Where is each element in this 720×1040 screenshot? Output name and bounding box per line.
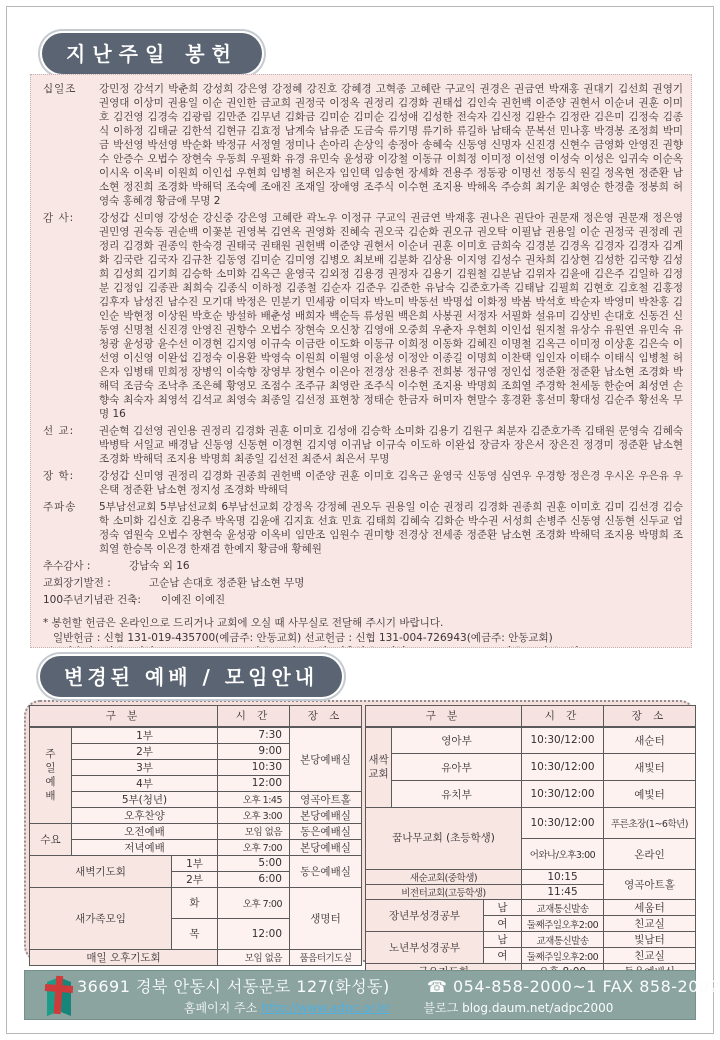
offering-names: 강민정 강석기 박춘희 강성희 강은영 강정혜 강진호 강혜경 고혁종 고혜란 구교익 권경은 권금연 박재홍 권대기 김선희 권영기 권영대 이상미 권용일 이순 권인한 금교희 권정국 이정옥 권정리 김경화 권태섭 김인숙 권헌백 이준양 권현서 이순녀 권훈 이미호 김건영 김경숙 김광림 김만준 김무년 김화금 김미순 김미순 김성애 김성한 전숙자 김신정 김완수 김정란 김은미 김정숙 김종식 이하정 김태균 김한석 김현규 김효정 남계숙 남유준 도금숙 류기명 류기하 류길하 남태숙 문복선 민나홍 박경봉 조정희 박미금 박선영 박선영 박순화 박정규 서정열 정미나 손아리 손상익 송정아 송혜숙 신동영 신명자 신진경 신현수 금영화 안영진 권향수 안증수 오법수 장현숙 우동희 우필화 유경 유민숙 윤성광 이강철 이동규 이희정 이미정 이선영 이성숙 이성은 임귀숙 이순옥 이시옥 이옥비 이원희 이인섭 우현희 임병철 허은자 임인택 임송현 장세화 전용주 정동광 이명선 정동식 원길 정옥현 정준환 남소현 정진희 조경화 박해덕 조숙예 조애진 조재일 장애영 조주식 이수현 조지용 박해옥 주승희 최기운 최영순 한경출 정봉희 허영숙 홍혜경 황금애 무명 2 — [99, 83, 683, 207]
table-cell: 3부 — [72, 759, 218, 775]
offering-total-centennial — [43, 593, 683, 607]
column-header-place: 장 소 — [604, 706, 696, 727]
table-cell: 12:00 — [218, 918, 290, 949]
offering-row-scholarship — [43, 469, 683, 497]
table-cell: 새빛터 — [604, 754, 696, 781]
table-cell: 둘째주일오후2:00 — [522, 916, 604, 932]
table-cell: 유치부 — [392, 781, 522, 808]
offering-label: 추수감사 : — [43, 560, 91, 572]
group-cell-sprout-church: 새싹교회 — [366, 727, 392, 808]
blog-text: 블로그 blog.daum.net/adpc2000 — [423, 1001, 614, 1015]
table-cell: 동은예배실 — [290, 823, 362, 839]
table-cell: 2부 — [172, 871, 218, 887]
offering-value: 고순남 손대호 정준환 남소현 무명 — [149, 577, 305, 589]
table-cell: 6:00 — [218, 871, 290, 887]
table-cell: 오후 7:00 — [218, 887, 290, 918]
table-cell: 영아부 — [392, 727, 522, 754]
table-cell: 오후찬양 — [72, 807, 218, 823]
table-cell: 품음터기도실 — [290, 949, 362, 965]
table-cell: 10:30/12:00 — [522, 781, 604, 808]
table-cell: 10:30 — [218, 759, 290, 775]
table-cell: 모임 없음 — [218, 949, 290, 965]
table-cell: 비전터교회(고등학생) — [366, 885, 522, 900]
table-cell: 1부 — [72, 727, 218, 744]
footer-web-line — [77, 999, 720, 1016]
group-cell-new-family: 새가족모임 — [30, 887, 172, 949]
table-cell: 둘째주일오후2:00 — [522, 948, 604, 964]
offering-label: 십일조 — [43, 83, 77, 95]
table-cell: 오후 3:00 — [218, 807, 290, 823]
offering-label: 장 학: — [43, 470, 75, 482]
table-cell: 12:00 — [218, 775, 290, 791]
schedule-box — [24, 700, 696, 962]
table-cell: 친교실 — [604, 916, 696, 932]
offering-section-header — [42, 33, 262, 74]
account-line — [53, 645, 683, 648]
worship-schedule-table-left — [29, 705, 362, 966]
offering-label: 선 교: — [43, 425, 75, 437]
worship-schedule-table-right — [365, 705, 696, 980]
table-cell: 본당예배실 — [290, 839, 362, 855]
table-cell: 화 — [172, 887, 218, 918]
table-cell: 목 — [172, 918, 218, 949]
footer-bar — [24, 970, 720, 1020]
table-cell: 5부(청년) — [72, 791, 218, 807]
group-cell-sunday-worship: 주일예배 — [30, 727, 72, 824]
table-cell: 본당예배실 — [290, 727, 362, 792]
table-cell: 5:00 — [218, 855, 290, 871]
table-cell: 남 — [484, 900, 522, 916]
homepage-link[interactable]: http://www.adpc.or.kr — [261, 1001, 390, 1015]
schedule-section-header — [40, 656, 342, 697]
offering-total-harvest — [43, 559, 683, 573]
offering-value: 이예진 이예진 — [161, 594, 226, 606]
table-cell: 11:45 — [522, 885, 604, 900]
table-cell: 새순터 — [604, 727, 696, 754]
table-cell: 10:30/12:00 — [522, 727, 604, 754]
notice-intro: * 봉헌할 헌금은 온라인으로 드리거나 교회에 오실 때 사무실로 전달해 주시기 바랍니다. — [43, 617, 444, 629]
offering-names: 5부남선교회 5부남선교회 6부남선교회 강정옥 강정혜 권오두 권용일 이순 권정리 김경화 권종희 권훈 이미호 김미 김선경 김승학 소미화 김신호 김용주 박옥명 김윤애 김지효 선효 민효 김태희 김혜숙 김화순 박수권 서성희 손병주 신동영 신동현 신두교 엄정숙 염원숙 오법수 장현숙 윤성광 이옥비 임만조 임원수 권미향 전경상 전세종 정준환 남소현 조경화 박해덕 조지용 박명희 조희열 한승목 이은경 한재겸 한예지 황금애 황혜원 — [99, 501, 683, 555]
table-cell: 교재통신발송 — [522, 932, 604, 948]
group-cell-dawn-prayer: 새벽기도회 — [30, 855, 172, 887]
table-cell: 푸른초장(1~6학년) — [604, 808, 696, 839]
table-cell: 생명터 — [290, 887, 362, 949]
table-cell: 10:30/12:00 — [522, 808, 604, 839]
offering-box — [30, 74, 692, 648]
offering-label: 감 사: — [43, 212, 75, 224]
table-cell: 오후 7:00 — [218, 839, 290, 855]
phone-icon: ☎ — [426, 977, 448, 996]
address-text: 36691 경북 안동시 서동문로 127(화성동) — [77, 977, 390, 996]
table-cell: 여 — [484, 948, 522, 964]
table-cell: 모임 없음 — [218, 823, 290, 839]
group-cell-wednesday: 수요 — [30, 823, 72, 855]
table-cell: 여 — [484, 916, 522, 932]
offering-label: 100주년기념관 건축: — [43, 594, 141, 606]
table-cell: 매일 오후기도회 — [30, 949, 218, 965]
table-cell: 10:15 — [522, 870, 604, 885]
table-cell: 세움터 — [604, 900, 696, 916]
online-offering-notice — [43, 616, 683, 648]
table-cell: 2부 — [72, 743, 218, 759]
column-header-place: 장 소 — [290, 706, 362, 727]
column-header-time: 시 간 — [522, 706, 604, 727]
offering-row-mission — [43, 424, 683, 466]
column-header-time: 시 간 — [218, 706, 290, 727]
table-cell: 예빛터 — [604, 781, 696, 808]
offering-row-dispatch — [43, 500, 683, 556]
table-cell: 10:30/12:00 — [522, 754, 604, 781]
table-cell: 9:00 — [218, 743, 290, 759]
offering-names: 권순혁 김선영 권인용 권정리 김경화 권훈 이미호 김성애 김승학 소미화 김용기 김원구 최분자 김준호가족 김태원 문영숙 김혜숙 박병탁 서일교 배경남 신동영 신동현 이경현 김지영 이귀남 이규숙 이도하 이완섭 장금자 장은서 장은진 정경미 정준환 남소현 조경화 박해덕 조지용 박명희 최종일 김선전 최준서 최은서 무명 — [99, 425, 683, 465]
offering-names: 강성갑 신미영 강성순 강신중 강은영 고혜란 곽노우 이정규 구교익 권금연 박재홍 권나은 권단아 권문재 정은영 권문재 정은영 권민영 권숙동 권순백 이꽃분 권영복 김연옥 권영화 진혜숙 권오국 김순화 권오규 권오탁 이필남 권용일 이순 권정국 권정례 권정리 김경화 권종익 한숙경 권태국 권태원 권헌백 이준양 권현서 이순녀 권훈 이미호 금희숙 김경분 김경옥 김경자 김경자 김계화 김국란 김국자 김규찬 김동영 김미순 김미영 김병오 최보배 김분화 김상용 이지영 김성수 권차희 김상현 김성한 김국향 김성희 김성희 김기희 김승학 소미화 김옥근 윤영국 김외정 김용경 권정자 김용기 김원철 김분남 김위자 김윤애 김은주 김일하 김정분 김정임 김종관 최희숙 김종식 이하정 김종철 김순자 김준우 김준한 유남숙 김준호가족 김태남 김필희 김현호 김호철 김홍정 김후자 남성진 남수진 모기대 박정은 민분기 민세광 이덕자 박노미 박동선 박명섭 이화정 박봄 박석호 박순자 박영미 박찬홍 김인순 박현정 이상원 박호순 방설하 배춘성 배희자 백순득 류성원 백은희 사봉권 서정자 서필화 설유미 김상빈 손대호 신동건 신동영 신명철 신진경 안영진 권향수 오법수 장현숙 오신창 김영애 오중희 우춘자 우현희 이인섭 원지철 유상수 유원연 유민숙 유청광 윤성광 윤수선 이경현 김지영 이규숙 이금란 이도화 이동규 이희정 이동화 김혜진 이명철 김옥근 이미정 이상훈 김은숙 이선영 이신영 이완섭 김정숙 이용환 박영숙 이원희 이월영 이윤성 이정안 이종길 이명희 이찬택 임인자 이태수 이태식 임병철 허은자 임병태 민희정 장병익 이숙향 장영부 장현수 이은아 전경상 전용주 전희봉 정규영 정인섭 정준환 정준환 남소현 조경화 박해덕 조금숙 조낙추 조은혜 황영모 조점수 조주규 최영란 조주식 이수현 조지용 박명희 조희열 주경학 천세동 한순여 최성연 손향숙 최숙자 최영석 김석교 최영숙 최종일 김선정 표현창 정태순 한금자 허미자 현말수 홍경환 홍선미 황대성 김순주 황선옥 무명 16 — [99, 212, 683, 420]
table-cell: 온라인 — [604, 839, 696, 870]
table-cell: 저녁예배 — [72, 839, 218, 855]
offering-total-development — [43, 576, 683, 590]
schedule-badge: 변경된 예배 / 모임안내 — [40, 656, 342, 697]
offering-label: 주파송 — [43, 501, 77, 513]
table-cell: 동은예배실 — [290, 855, 362, 887]
homepage-label: 홈페이지 주소 — [183, 1001, 258, 1015]
offering-row-tithe — [43, 82, 683, 208]
table-cell: 영곡아트홀 — [290, 791, 362, 807]
phone-text: 054-858-2000~1 FAX 858-2002 — [452, 977, 720, 996]
offering-badge: 지난주일 봉헌 — [42, 33, 262, 74]
table-cell: 본당예배실 — [290, 807, 362, 823]
table-cell: 7:30 — [218, 727, 290, 744]
church-cross-logo-icon — [41, 974, 77, 1016]
table-cell: 친교실 — [604, 948, 696, 964]
group-cell-dream-tree-church: 꿈나무교회 (초등학생) — [366, 808, 522, 870]
offering-names: 강성갑 신미영 권정리 김경화 권종희 권헌백 이준양 권훈 이미호 김옥근 윤영국 신동영 심연우 우경항 정은경 우시온 우은유 우은택 정준환 남소현 정지성 조경화 박해덕 — [99, 470, 683, 496]
table-cell: 1부 — [172, 855, 218, 871]
table-cell: 4부 — [72, 775, 218, 791]
table-cell: 오전예배 — [72, 823, 218, 839]
account-line: 일반헌금 : 신협 131-019-435700(예금주: 안동교회) 선교헌금 : 신협 131-004-726943(예금주: 안동교회) — [53, 631, 553, 644]
table-cell: 남 — [484, 932, 522, 948]
column-header-category: 구 분 — [366, 706, 522, 727]
table-cell: 빛남터 — [604, 932, 696, 948]
footer-address-line — [77, 974, 720, 997]
table-cell: 어와나/오후3:00 — [522, 839, 604, 870]
table-cell: 오후 1:45 — [218, 791, 290, 807]
table-cell: 영곡아트홀 — [604, 870, 696, 900]
table-cell: 새순교회(중학생) — [366, 870, 522, 885]
table-cell: 유아부 — [392, 754, 522, 781]
group-cell-adult-bible-study: 장년부성경공부 — [366, 900, 484, 932]
group-cell-senior-bible-study: 노년부성경공부 — [366, 932, 484, 964]
offering-value: 강남숙 외 16 — [129, 560, 190, 572]
column-header-category: 구 분 — [30, 706, 218, 727]
footer-text-block — [77, 974, 720, 1016]
table-cell: 교재통신발송 — [522, 900, 604, 916]
offering-label: 교회장기발전 : — [43, 577, 111, 589]
offering-row-thanks — [43, 211, 683, 421]
